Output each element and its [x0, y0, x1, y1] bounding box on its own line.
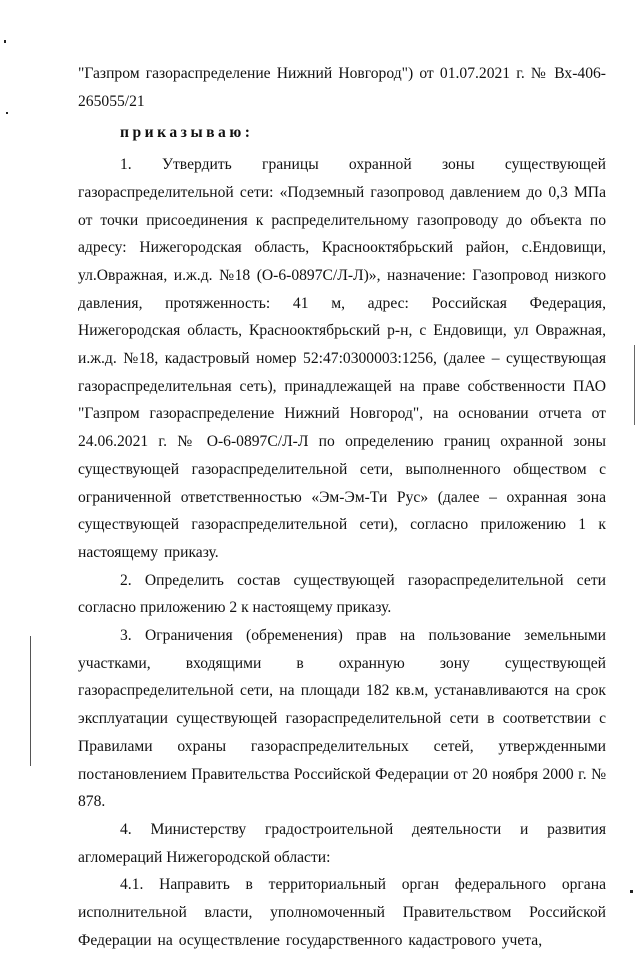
paragraph-4-1: 4.1. Направить в территориальный орган федерального органа исполнительной власти, уполномоченный Правительством Российской Федерации на осуществление государственного кадастрового учета, — [78, 876, 606, 949]
scan-artifact-dot — [6, 112, 8, 114]
scan-artifact-dot — [4, 40, 6, 43]
continuation-paragraph: "Газпром газораспределение Нижний Новгород") от 01.07.2021 г. № Вх-406-265055/21 — [78, 65, 606, 110]
paragraph-4: 4. Министерству градостроительной деятельности и развития агломераций Нижегородской области: — [78, 820, 606, 866]
paragraph-2: 2. Определить состав существующей газораспределительной сети согласно приложению 2 к настоящему приказу. — [78, 571, 606, 617]
scan-artifact-line — [634, 345, 635, 425]
document-body — [78, 60, 606, 955]
scan-artifact-dot — [630, 890, 633, 893]
paragraph-1: 1. Утвердить границы охранной зоны существующей газораспределительной сети: «Подземный газопровод давлением до 0,3 МПа от точки присоединения к распределительному газопроводу до объекта по адресу: Нижегородская область, Краснооктябрьский район, с.Ендовищи, ул.Овражная, и.ж.д. №18 (О-6-0897С/Л-Л)», назначение: Газопровод низкого давления, протяженность: 41 м, адрес: Российская Федерация, Нижегородская область, Краснооктябрьский р-н, с Ендовищи, ул Овражная, и.ж.д. №18, кадастровый номер 52:47:0300003:1256, (далее – существующая газораспределительная сеть), принадлежащей на праве собственности ПАО "Газпром газораспределение Нижний Новгород", на основании отчета от 24.06.2021 г. № О-6-0897С/Л-Л по определению границ охранной зоны существующей газораспределительной сети, выполненного обществом с ограниченной ответственностью «Эм-Эм-Ти Рус» (далее – охранная зона существующей газораспределительной сети), согласно приложению 1 к настоящему приказу. — [78, 156, 606, 561]
scan-artifact-line — [30, 636, 31, 766]
paragraph-3: 3. Ограничения (обременения) прав на пользование земельными участками, входящими в охранную зону существующей газораспределительной сети, на площади 182 кв.м, устанавливаются на срок эксплуатации существующей газораспределительной сети в соответствии с Правилами охраны газораспределительных сетей, утвержденными постановлением Правительства Российской Федерации от 20 ноября 2000 г. № 878. — [78, 627, 606, 811]
order-word: приказываю: — [120, 124, 254, 142]
